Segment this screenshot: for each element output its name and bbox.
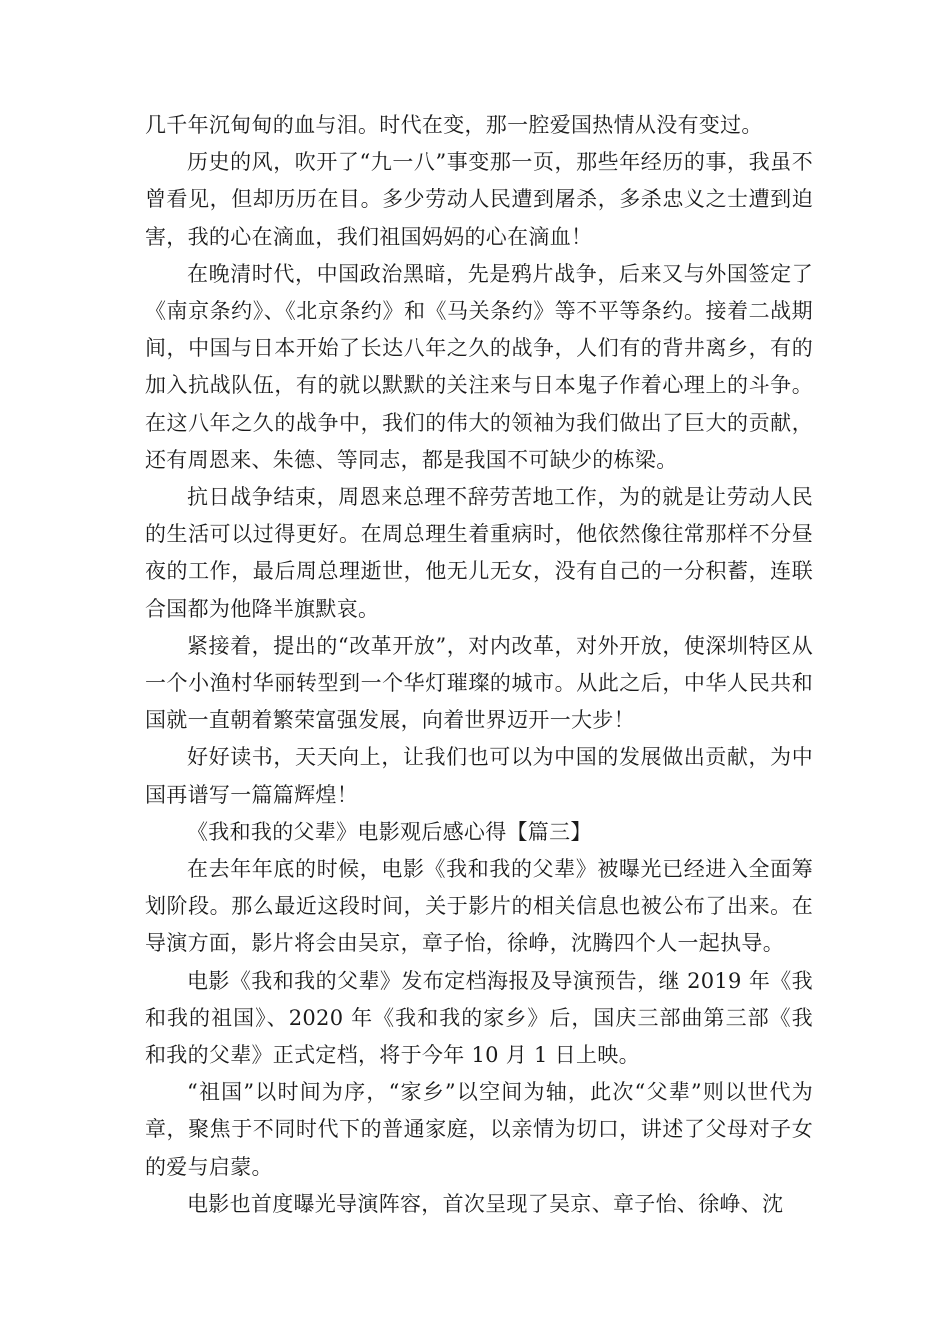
paragraph-8: 电影《我和我的父辈》发布定档海报及导演预告，继 2019 年《我和我的祖国》、2020 年《我和我的家乡》后，国庆三部曲第三部《我和我的父辈》正式定档，将于今年 10 月 1 日上映。 [145, 968, 813, 1068]
paragraph-9: “祖国”以时间为序，“家乡”以空间为轴，此次“父辈”则以世代为章，聚焦于不同时代下的普通家庭，以亲情为切口，讲述了父母对子女的爱与启蒙。 [145, 1080, 813, 1179]
paragraph-3: 在晚清时代，中国政治黑暗，先是鸦片战争，后来又与外国签定了《南京条约》、《北京条约》和《马关条约》等不平等条约。接着二战期间，中国与日本开始了长达八年之久的战争，人们有的背井离乡，有的加入抗战队伍，有的就以默默的关注来与日本鬼子作着心理上的斗争。在这八年之久的战争中，我们的伟大的领袖为我们做出了巨大的贡献，还有周恩来、朱德、等同志，都是我国不可缺少的栋梁。 [145, 261, 813, 472]
paragraph-6: 好好读书，天天向上，让我们也可以为中国的发展做出贡献，为中国再谱写一篇篇辉煌！ [145, 745, 813, 807]
paragraph-10: 电影也首度曝光导演阵容，首次呈现了吴京、章子怡、徐峥、沈 [187, 1191, 784, 1216]
paragraph-5: 紧接着，提出的“改革开放”，对内改革，对外开放，使深圳特区从一个小渔村华丽转型到一个华灯璀璨的城市。从此之后，中华人民共和国就一直朝着繁荣富强发展，向着世界迈开一大步！ [145, 633, 813, 733]
document-page [145, 107, 813, 1223]
section-heading: 《我和我的父辈》电影观后感心得【篇三】 [187, 819, 592, 844]
paragraph-4: 抗日战争结束，周恩来总理不辞劳苦地工作，为的就是让劳动人民的生活可以过得更好。在周总理生着重病时，他依然像往常那样不分昼夜的工作，最后周总理逝世，他无儿无女，没有自己的一分积蓄，连联合国都为他降半旗默哀。 [145, 485, 813, 621]
paragraph-1: 几千年沉甸甸的血与泪。时代在变，那一腔爱国热情从没有变过。 [145, 113, 763, 137]
paragraph-7: 在去年年底的时候，电影《我和我的父辈》被曝光已经进入全面筹划阶段。那么最近这段时间，关于影片的相关信息也被公布了出来。在导演方面，影片将会由吴京，章子怡，徐峥，沈腾四个人一起执导。 [145, 857, 813, 956]
paragraph-2: 历史的风，吹开了“九一八”事变那一页，那些年经历的事，我虽不曾看见，但却历历在目。多少劳动人民遭到屠杀，多杀忠义之士遭到迫害，我的心在滴血，我们祖国妈妈的心在滴血！ [145, 150, 813, 249]
